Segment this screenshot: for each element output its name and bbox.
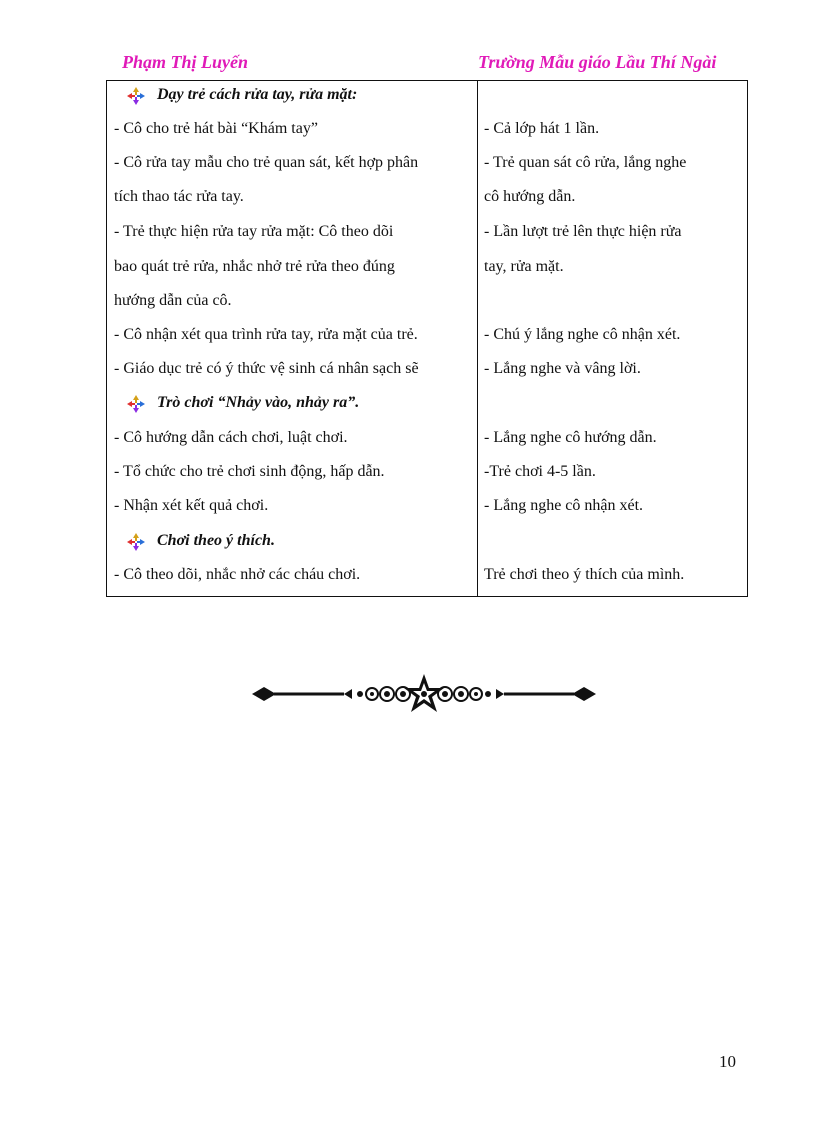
- activity-table: [106, 80, 748, 597]
- table-cell-left: tích thao tác rửa tay.: [114, 188, 244, 205]
- four-color-arrow-icon: [127, 533, 145, 551]
- four-color-arrow-icon: [127, 395, 145, 413]
- table-cell-left: - Trẻ thực hiện rửa tay rửa mặt: Cô theo dõi: [114, 223, 394, 240]
- table-cell-left: - Nhận xét kết quả chơi.: [114, 497, 269, 514]
- table-cell-right: - Trẻ quan sát cô rửa, lắng nghe: [484, 154, 687, 171]
- table-cell-right: - Lắng nghe cô nhận xét.: [484, 497, 644, 514]
- star-divider-ornament: [248, 672, 600, 716]
- table-cell-right: -Trẻ chơi 4-5 lần.: [484, 463, 596, 480]
- table-cell-right: - Cả lớp hát 1 lần.: [484, 120, 600, 137]
- table-cell-right: - Lần lượt trẻ lên thực hiện rửa: [484, 223, 682, 240]
- table-cell-right: tay, rửa mặt.: [484, 258, 564, 275]
- table-cell-left: - Cô theo dõi, nhắc nhở các cháu chơi.: [114, 566, 361, 583]
- table-cell-left: - Cô cho trẻ hát bài “Khám tay”: [114, 120, 318, 137]
- table-cell-right: cô hướng dẫn.: [484, 188, 576, 205]
- section-heading-handwashing: Dạy trẻ cách rửa tay, rửa mặt:: [127, 85, 357, 105]
- section-heading-game: Trò chơi “Nhảy vào, nhảy ra”.: [127, 393, 359, 413]
- table-cell-right: - Chú ý lắng nghe cô nhận xét.: [484, 326, 681, 343]
- table-cell-left: - Giáo dục trẻ có ý thức vệ sinh cá nhân sạch sẽ: [114, 360, 419, 377]
- table-cell-left: hướng dẫn của cô.: [114, 292, 232, 309]
- table-cell-right: - Lắng nghe và vâng lời.: [484, 360, 641, 377]
- four-color-arrow-icon: [127, 87, 145, 105]
- section-heading-free-play: Chơi theo ý thích.: [127, 531, 275, 551]
- column-divider: [477, 81, 478, 596]
- page-number: 10: [719, 1052, 736, 1071]
- header-author: Phạm Thị Luyến: [122, 52, 249, 72]
- table-cell-right: - Lắng nghe cô hướng dẫn.: [484, 429, 657, 446]
- table-cell-left: - Cô hướng dẫn cách chơi, luật chơi.: [114, 429, 348, 446]
- table-cell-left: - Cô nhận xét qua trình rửa tay, rửa mặt của trẻ.: [114, 326, 418, 343]
- table-cell-left: - Tổ chức cho trẻ chơi sinh động, hấp dẫn.: [114, 463, 385, 480]
- table-cell-left: bao quát trẻ rửa, nhắc nhở trẻ rửa theo đúng: [114, 258, 395, 275]
- table-cell-right: Trẻ chơi theo ý thích của mình.: [484, 566, 685, 583]
- header-school: Trường Mẫu giáo Lầu Thí Ngài: [478, 52, 717, 72]
- table-cell-left: - Cô rửa tay mẫu cho trẻ quan sát, kết hợp phân: [114, 154, 419, 171]
